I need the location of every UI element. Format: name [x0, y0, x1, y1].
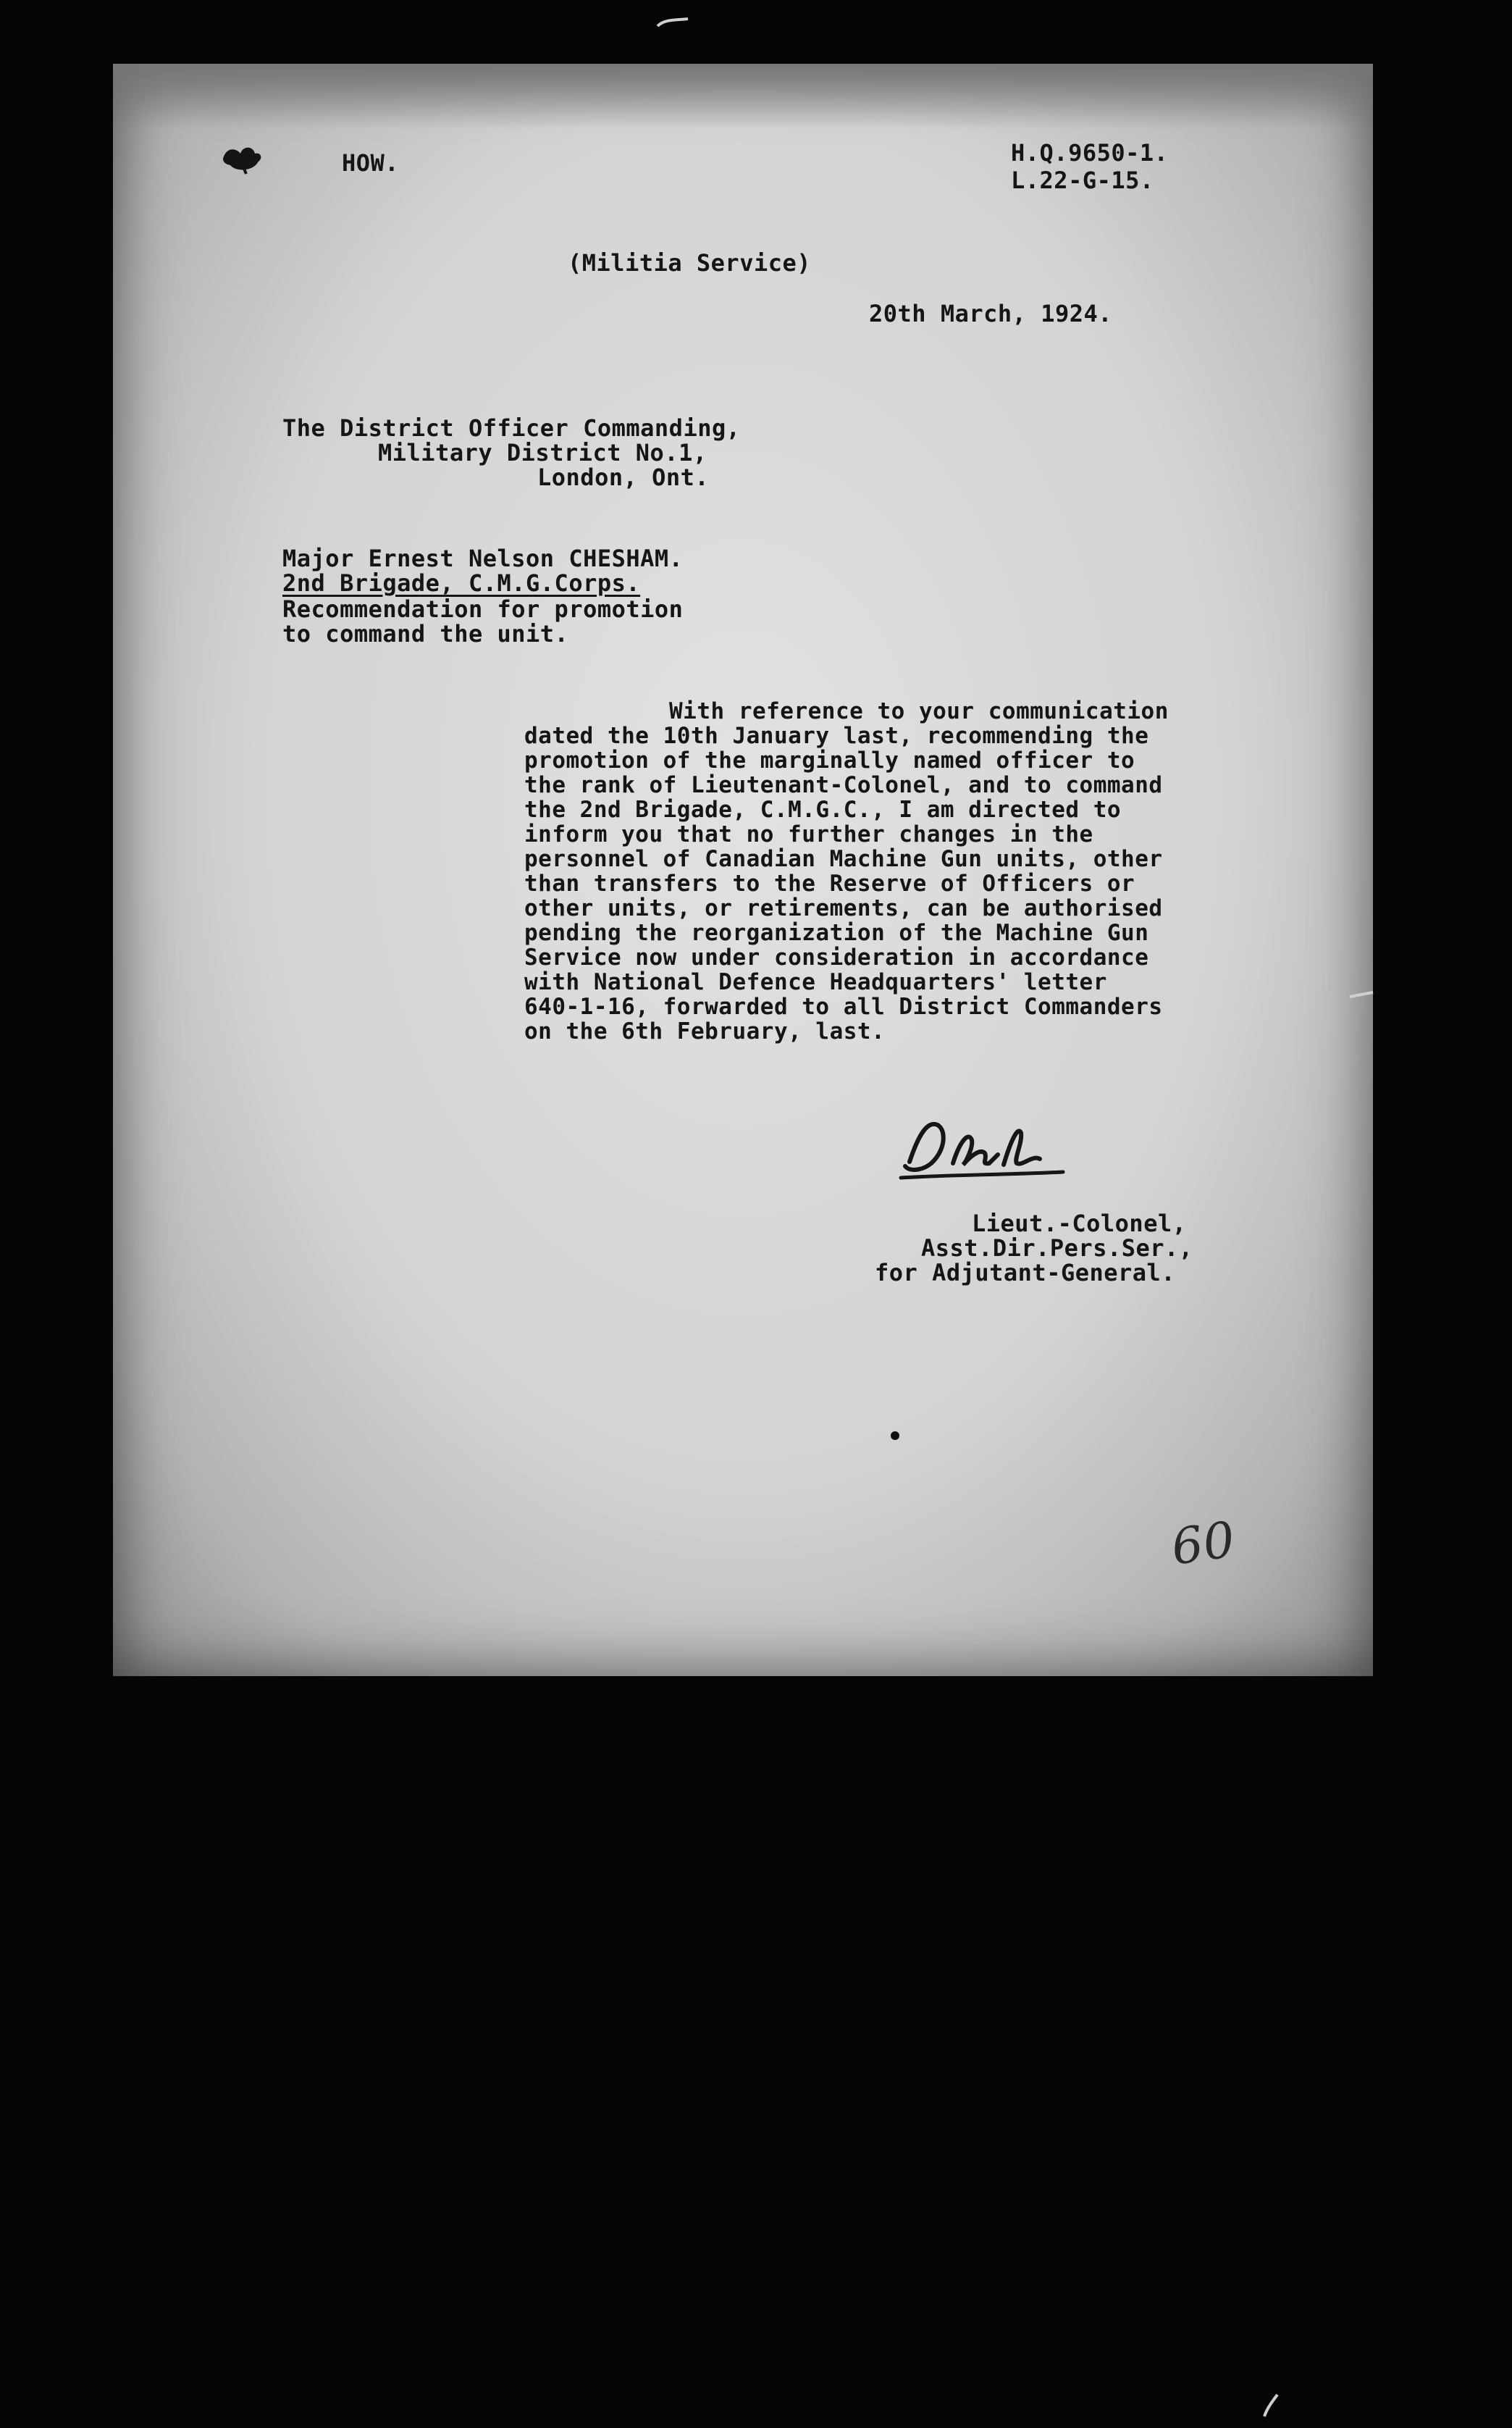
body-line: than transfers to the Reserve of Officers or: [524, 871, 1135, 897]
body-line: with National Defence Headquarters' letter: [524, 969, 1107, 995]
body-line: other units, or retirements, can be authorised: [524, 895, 1163, 921]
header-left-code: HOW.: [342, 149, 400, 177]
body-line: dated the 10th January last, recommending the: [524, 723, 1149, 749]
addressee-line: The District Officer Commanding,: [282, 414, 741, 442]
scan-speck-icon: [1260, 2390, 1282, 2419]
scan-speck-icon: [1347, 985, 1376, 1007]
service-line: (Militia Service): [568, 249, 812, 277]
body-line: personnel of Canadian Machine Gun units, other: [524, 846, 1163, 872]
handwritten-initials-signature: [888, 1111, 1076, 1184]
handwritten-page-number: 60: [1167, 1511, 1239, 1577]
reference-number-2: L.22-G-15.: [1011, 167, 1154, 194]
addressee-line: London, Ont.: [537, 464, 710, 491]
ink-dot: [891, 1431, 899, 1440]
body-line: inform you that no further changes in the: [524, 821, 1093, 847]
body-line: promotion of the marginally named officer to: [524, 748, 1135, 774]
body-line: the 2nd Brigade, C.M.G.C., I am directed to: [524, 797, 1122, 823]
body-line: pending the reorganization of the Machine Gun: [524, 920, 1149, 946]
subject-line: 2nd Brigade, C.M.G.Corps.: [282, 569, 641, 597]
body-line: Service now under consideration in accordance: [524, 945, 1149, 971]
signature-line: for Adjutant-General.: [875, 1259, 1176, 1286]
reference-number-1: H.Q.9650-1.: [1011, 139, 1169, 167]
letter-date: 20th March, 1924.: [869, 300, 1113, 327]
signature-line: Asst.Dir.Pers.Ser.,: [921, 1234, 1193, 1262]
ink-blot-icon: [222, 142, 265, 175]
body-line: 640-1-16, forwarded to all District Commanders: [524, 994, 1163, 1020]
scanned-letter-page: [113, 64, 1373, 1676]
subject-line: Recommendation for promotion: [282, 595, 684, 623]
addressee-line: Military District No.1,: [378, 439, 707, 466]
body-line: the rank of Lieutenant-Colonel, and to command: [524, 772, 1163, 798]
signature-line: Lieut.-Colonel,: [972, 1210, 1187, 1237]
body-line: With reference to your communication: [669, 698, 1169, 724]
subject-line: to command the unit.: [282, 620, 569, 648]
scan-shadow: [113, 64, 1373, 129]
subject-line: Major Ernest Nelson CHESHAM.: [282, 545, 684, 572]
body-line: on the 6th February, last.: [524, 1018, 886, 1045]
scan-speck-icon: [655, 14, 691, 32]
